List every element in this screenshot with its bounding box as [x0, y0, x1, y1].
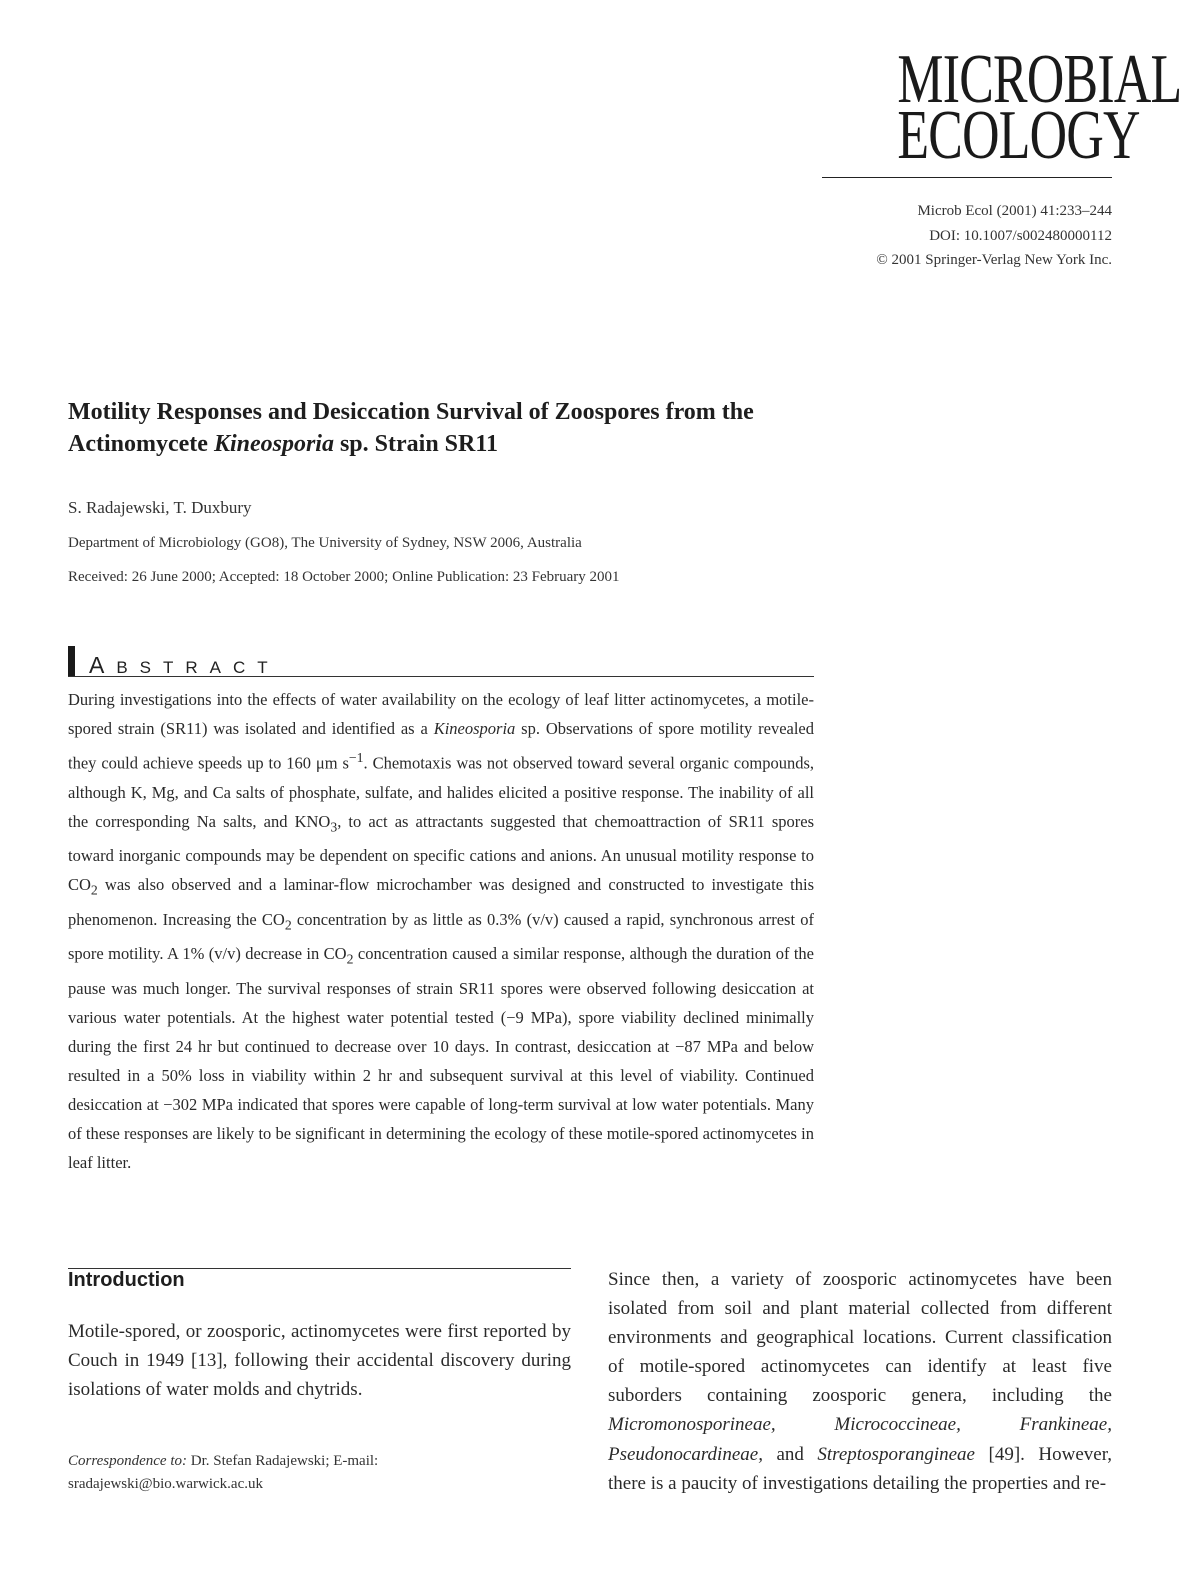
introduction-heading: Introduction — [68, 1269, 185, 1291]
genus-italic: Kineosporia — [213, 431, 334, 457]
journal-masthead — [822, 41, 1182, 174]
article-title: Motility Responses and Desiccation Survival of Zoospores from the Actinomycete Kineosporia sp. Strain SR11 — [68, 399, 754, 457]
masthead-rule — [822, 177, 1112, 178]
doi-line: DOI: 10.1007/s002480000112 — [929, 227, 1112, 244]
authors: S. Radajewski, T. Duxbury — [68, 498, 252, 517]
citation-block — [876, 199, 1112, 273]
introduction-paragraph-continued: Since then, a variety of zoosporic actinomycetes have been isolated from soil and plant material collected from different environments and geographical locations. Current classification of motile-spored actinomycetes can identify at least five suborders containing zoosporic genera, including the Micromonosporineae, Micrococcineae, Frankineae, Pseudonocardineae, and Streptosporangineae [49]. However, there is a paucity of investigations detailing the properties and re- — [608, 1269, 1113, 1494]
journal-name-line2: ECOLOGY — [897, 97, 1140, 174]
publication-dates: Received: 26 June 2000; Accepted: 18 October 2000; Online Publication: 23 February 2001 — [68, 569, 620, 585]
abstract-text: During investigations into the effects of water availability on the ecology of leaf litter actinomycetes, a motile-spored strain (SR11) was isolated and identified as a Kineosporia sp. Observations of spore motility revealed they could achieve speeds up to 160 μm $s^{-1}$. Chemotaxis was not observed toward several organic compounds, although K, Mg, and Ca salts of phosphate, sulfate, and halides elicited a positive response. The inability of all the corresponding Na salts, and $KNO_3$, to act as attractants suggested that chemoattraction of SR11 spores toward inorganic compounds may be dependent on specific cations and anions. An unusual motility response to $CO_2$ was also observed and a laminar-flow microchamber was designed and constructed to investigate this phenomenon. Increasing the $CO_2$ concentration by as little as 0.3% (v/v) caused a rapid, synchronous arrest of spore motility. A 1% (v/v) decrease in $CO_2$ concentration caused a similar response, although the duration of the pause was much longer. The survival responses of strain SR11 spores were observed following desiccation at various water potentials. At the highest water potential tested (−9 MPa), spore viability declined minimally during the first 24 hr but continued to decrease over 10 days. In contrast, desiccation at −87 MPa and below resulted in a 50% loss in viability within 2 hr and subsequent survival at this level of viability. Continued desiccation at −302 MPa indicated that spores were capable of long-term survival at low water potentials. Many of these responses are likely to be significant in determining the ecology of these motile-spored actinomycetes in leaf litter. — [68, 690, 815, 1173]
correspondence-note: Correspondence to: Dr. Stefan Radajewski; E-mail: sradajewski@bio.warwick.ac.uk — [68, 1453, 379, 1492]
introduction-right-column — [608, 1265, 1112, 1498]
abstract-marker-bar — [68, 646, 75, 676]
introduction-paragraph: Motile-spored, or zoosporic, actinomycetes were first reported by Couch in 1949 [13], following their accidental discovery during isolations of water molds and chytrids. — [68, 1321, 571, 1401]
citation-line: Microb Ecol (2001) 41:233–244 — [917, 203, 1112, 219]
affiliation: Department of Microbiology (GO8), The University of Sydney, NSW 2006, Australia — [68, 535, 582, 551]
copyright-line: © 2001 Springer-Verlag New York Inc. — [876, 252, 1112, 268]
abstract-heading: ABSTRACT — [89, 652, 280, 678]
journal-name-line1: MICROBIAL — [897, 41, 1182, 118]
abstract-rule — [68, 676, 814, 677]
introduction-left-column — [68, 1317, 571, 1405]
